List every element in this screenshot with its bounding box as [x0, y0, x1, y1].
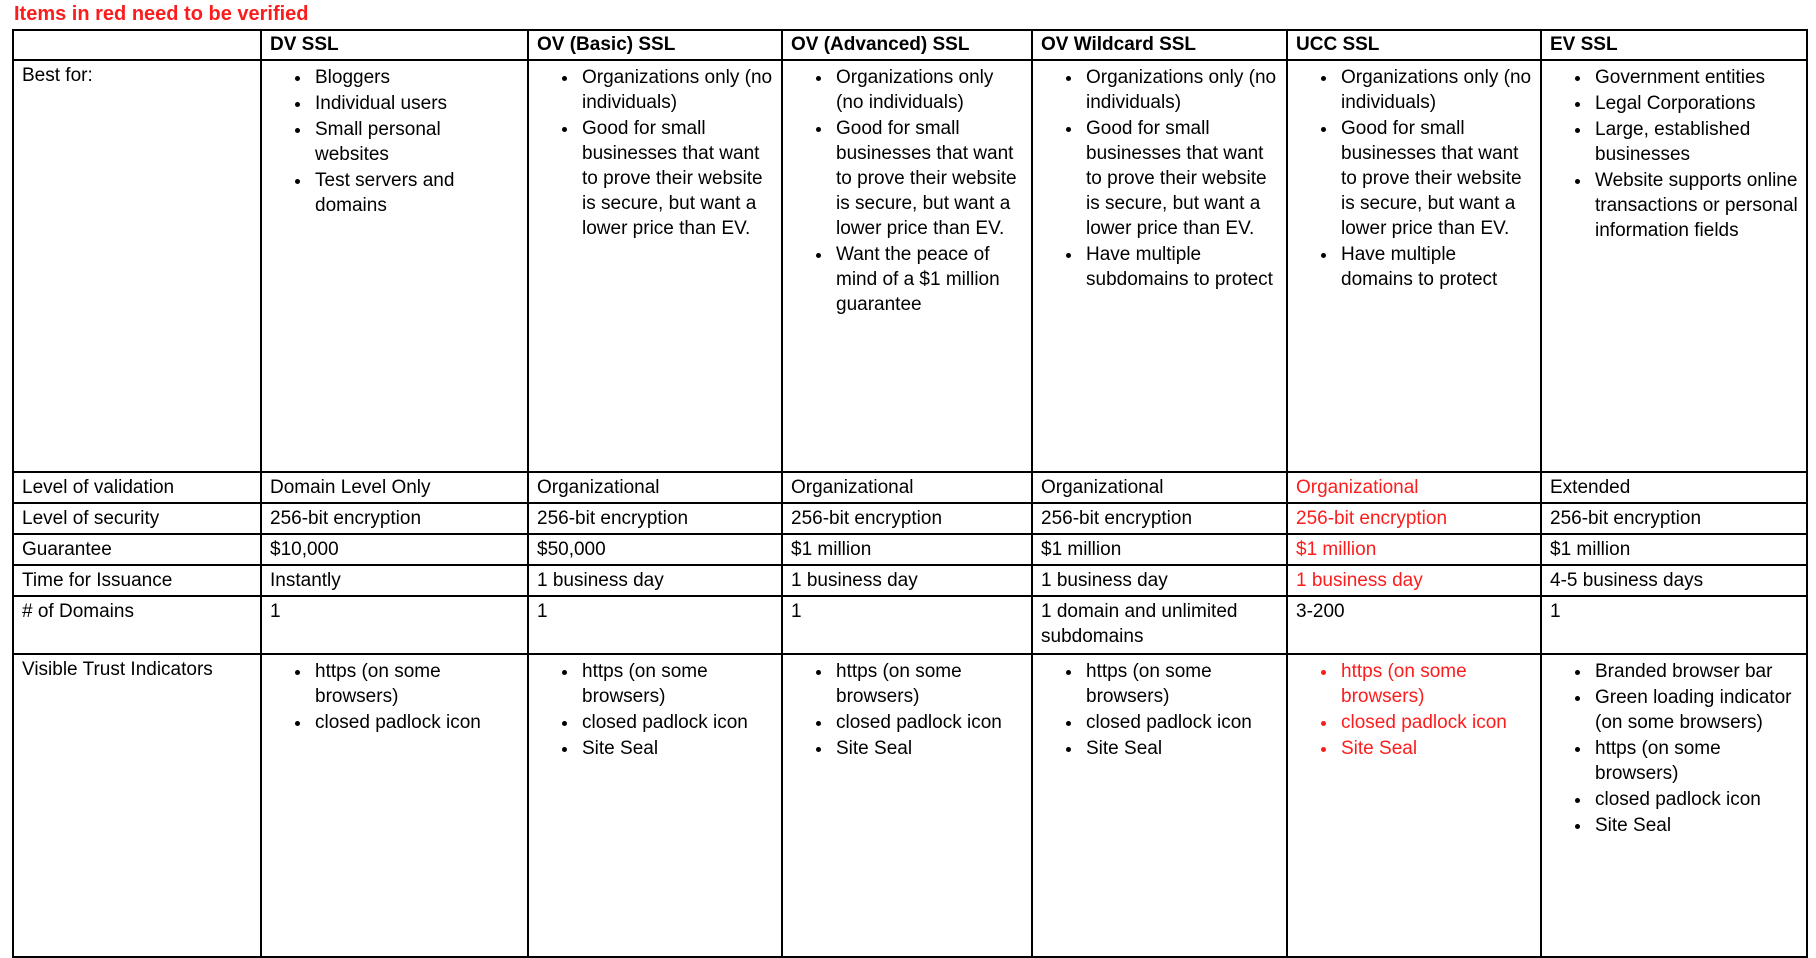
table-cell: 1 business day [1032, 565, 1287, 596]
table-cell: $1 million [1032, 534, 1287, 565]
table-cell [261, 654, 528, 957]
table-cell [261, 60, 528, 472]
bullet-item: • https (on some browsers) [1592, 736, 1798, 786]
bullet-list [537, 65, 773, 241]
table-row [13, 534, 1807, 565]
bullet-item: • Large, established businesses [1592, 117, 1798, 167]
bullet-item: • Website supports online transactions or personal information fields [1592, 168, 1798, 243]
bullet-item: • closed padlock icon [1083, 710, 1278, 735]
bullet-item: • Have multiple subdomains to protect [1083, 242, 1278, 292]
table-cell: 256-bit encryption [261, 503, 528, 534]
table-cell [1032, 654, 1287, 957]
bullet-list [537, 659, 773, 761]
bullet-item: • https (on some browsers) [312, 659, 519, 709]
bullet-item: • Green loading indicator (on some browsers) [1592, 685, 1798, 735]
bullet-item: • Branded browser bar [1592, 659, 1798, 684]
bullet-item: • Organizations only (no individuals) [579, 65, 773, 115]
bullet-item: • Bloggers [312, 65, 519, 90]
table-cell: 1 business day [1287, 565, 1541, 596]
bullet-item: • closed padlock icon [1592, 787, 1798, 812]
table-cell: $10,000 [261, 534, 528, 565]
row-label: Level of security [13, 503, 261, 534]
row-label: Time for Issuance [13, 565, 261, 596]
table-cell: 256-bit encryption [1032, 503, 1287, 534]
bullet-item: • Good for small businesses that want to prove their website is secure, but want a lower price than EV. [579, 116, 773, 241]
bullet-list [1296, 659, 1532, 761]
bullet-item: • closed padlock icon [579, 710, 773, 735]
row-label: # of Domains [13, 596, 261, 654]
bullet-list [1041, 659, 1278, 761]
table-cell: Organizational [782, 472, 1032, 503]
bullet-item: • closed padlock icon [312, 710, 519, 735]
table-cell: Organizational [1287, 472, 1541, 503]
table-cell [1032, 60, 1287, 472]
column-header: UCC SSL [1287, 30, 1541, 60]
column-header: OV (Advanced) SSL [782, 30, 1032, 60]
table-cell: 1 [528, 596, 782, 654]
bullet-item: • Government entities [1592, 65, 1798, 90]
table-cell: 4-5 business days [1541, 565, 1807, 596]
bullet-item: • Site Seal [1592, 813, 1798, 838]
bullet-list [270, 659, 519, 735]
bullet-item: • Site Seal [1338, 736, 1532, 761]
table-row [13, 472, 1807, 503]
table-cell: 1 business day [782, 565, 1032, 596]
table-cell: 256-bit encryption [528, 503, 782, 534]
table-row [13, 503, 1807, 534]
bullet-item: • Good for small businesses that want to prove their website is secure, but want a lower price than EV. [1338, 116, 1532, 241]
bullet-item: • Site Seal [579, 736, 773, 761]
verification-note: Items in red need to be verified [14, 3, 309, 25]
bullet-item: • Small personal websites [312, 117, 519, 167]
bullet-list [791, 659, 1023, 761]
table-cell: $1 million [782, 534, 1032, 565]
bullet-list [1550, 659, 1798, 838]
row-label: Best for: [13, 60, 261, 472]
bullet-list [1041, 65, 1278, 292]
table-cell [1287, 654, 1541, 957]
column-header: EV SSL [1541, 30, 1807, 60]
bullet-item: • Site Seal [1083, 736, 1278, 761]
table-cell [782, 60, 1032, 472]
bullet-item: • closed padlock icon [1338, 710, 1532, 735]
bullet-item: • Organizations only (no individuals) [833, 65, 1023, 115]
bullet-list [1550, 65, 1798, 243]
table-row [13, 654, 1807, 957]
table-cell [1541, 654, 1807, 957]
table-cell: $1 million [1287, 534, 1541, 565]
table-cell [528, 654, 782, 957]
table-cell: Instantly [261, 565, 528, 596]
bullet-item: • https (on some browsers) [579, 659, 773, 709]
bullet-item: • Want the peace of mind of a $1 million guarantee [833, 242, 1023, 317]
ssl-comparison-table [12, 29, 1808, 958]
table-cell: 1 domain and unlimited subdomains [1032, 596, 1287, 654]
table-body [13, 60, 1807, 957]
bullet-item: • https (on some browsers) [1338, 659, 1532, 709]
table-cell: 1 [782, 596, 1032, 654]
row-label: Visible Trust Indicators [13, 654, 261, 957]
table-cell [1287, 60, 1541, 472]
table-cell: 256-bit encryption [782, 503, 1032, 534]
table-cell: 1 [261, 596, 528, 654]
table-cell: Organizational [1032, 472, 1287, 503]
bullet-list [1296, 65, 1532, 292]
bullet-item: • Good for small businesses that want to prove their website is secure, but want a lower price than EV. [833, 116, 1023, 241]
table-cell [1541, 60, 1807, 472]
table-cell: Domain Level Only [261, 472, 528, 503]
table-cell [528, 60, 782, 472]
table-row [13, 60, 1807, 472]
table-cell: Extended [1541, 472, 1807, 503]
bullet-item: • https (on some browsers) [833, 659, 1023, 709]
bullet-item: • Good for small businesses that want to prove their website is secure, but want a lower price than EV. [1083, 116, 1278, 241]
table-cell [782, 654, 1032, 957]
bullet-item: • Individual users [312, 91, 519, 116]
header-row [13, 30, 1807, 60]
column-header: OV (Basic) SSL [528, 30, 782, 60]
bullet-item: • Have multiple domains to protect [1338, 242, 1532, 292]
table-cell: 1 business day [528, 565, 782, 596]
bullet-item: • closed padlock icon [833, 710, 1023, 735]
table-cell: 1 [1541, 596, 1807, 654]
bullet-item: • Site Seal [833, 736, 1023, 761]
table-row [13, 596, 1807, 654]
table-header [13, 30, 1807, 60]
bullet-item: • Test servers and domains [312, 168, 519, 218]
bullet-item: • Legal Corporations [1592, 91, 1798, 116]
table-cell: 256-bit encryption [1541, 503, 1807, 534]
bullet-item: • Organizations only (no individuals) [1338, 65, 1532, 115]
table-cell: 3-200 [1287, 596, 1541, 654]
bullet-item: • https (on some browsers) [1083, 659, 1278, 709]
table-cell: $1 million [1541, 534, 1807, 565]
bullet-list [791, 65, 1023, 317]
bullet-list [270, 65, 519, 218]
row-label: Guarantee [13, 534, 261, 565]
table-cell: $50,000 [528, 534, 782, 565]
table-row [13, 565, 1807, 596]
corner-cell [13, 30, 261, 60]
column-header: DV SSL [261, 30, 528, 60]
row-label: Level of validation [13, 472, 261, 503]
bullet-item: • Organizations only (no individuals) [1083, 65, 1278, 115]
column-header: OV Wildcard SSL [1032, 30, 1287, 60]
table-cell: Organizational [528, 472, 782, 503]
table-cell: 256-bit encryption [1287, 503, 1541, 534]
